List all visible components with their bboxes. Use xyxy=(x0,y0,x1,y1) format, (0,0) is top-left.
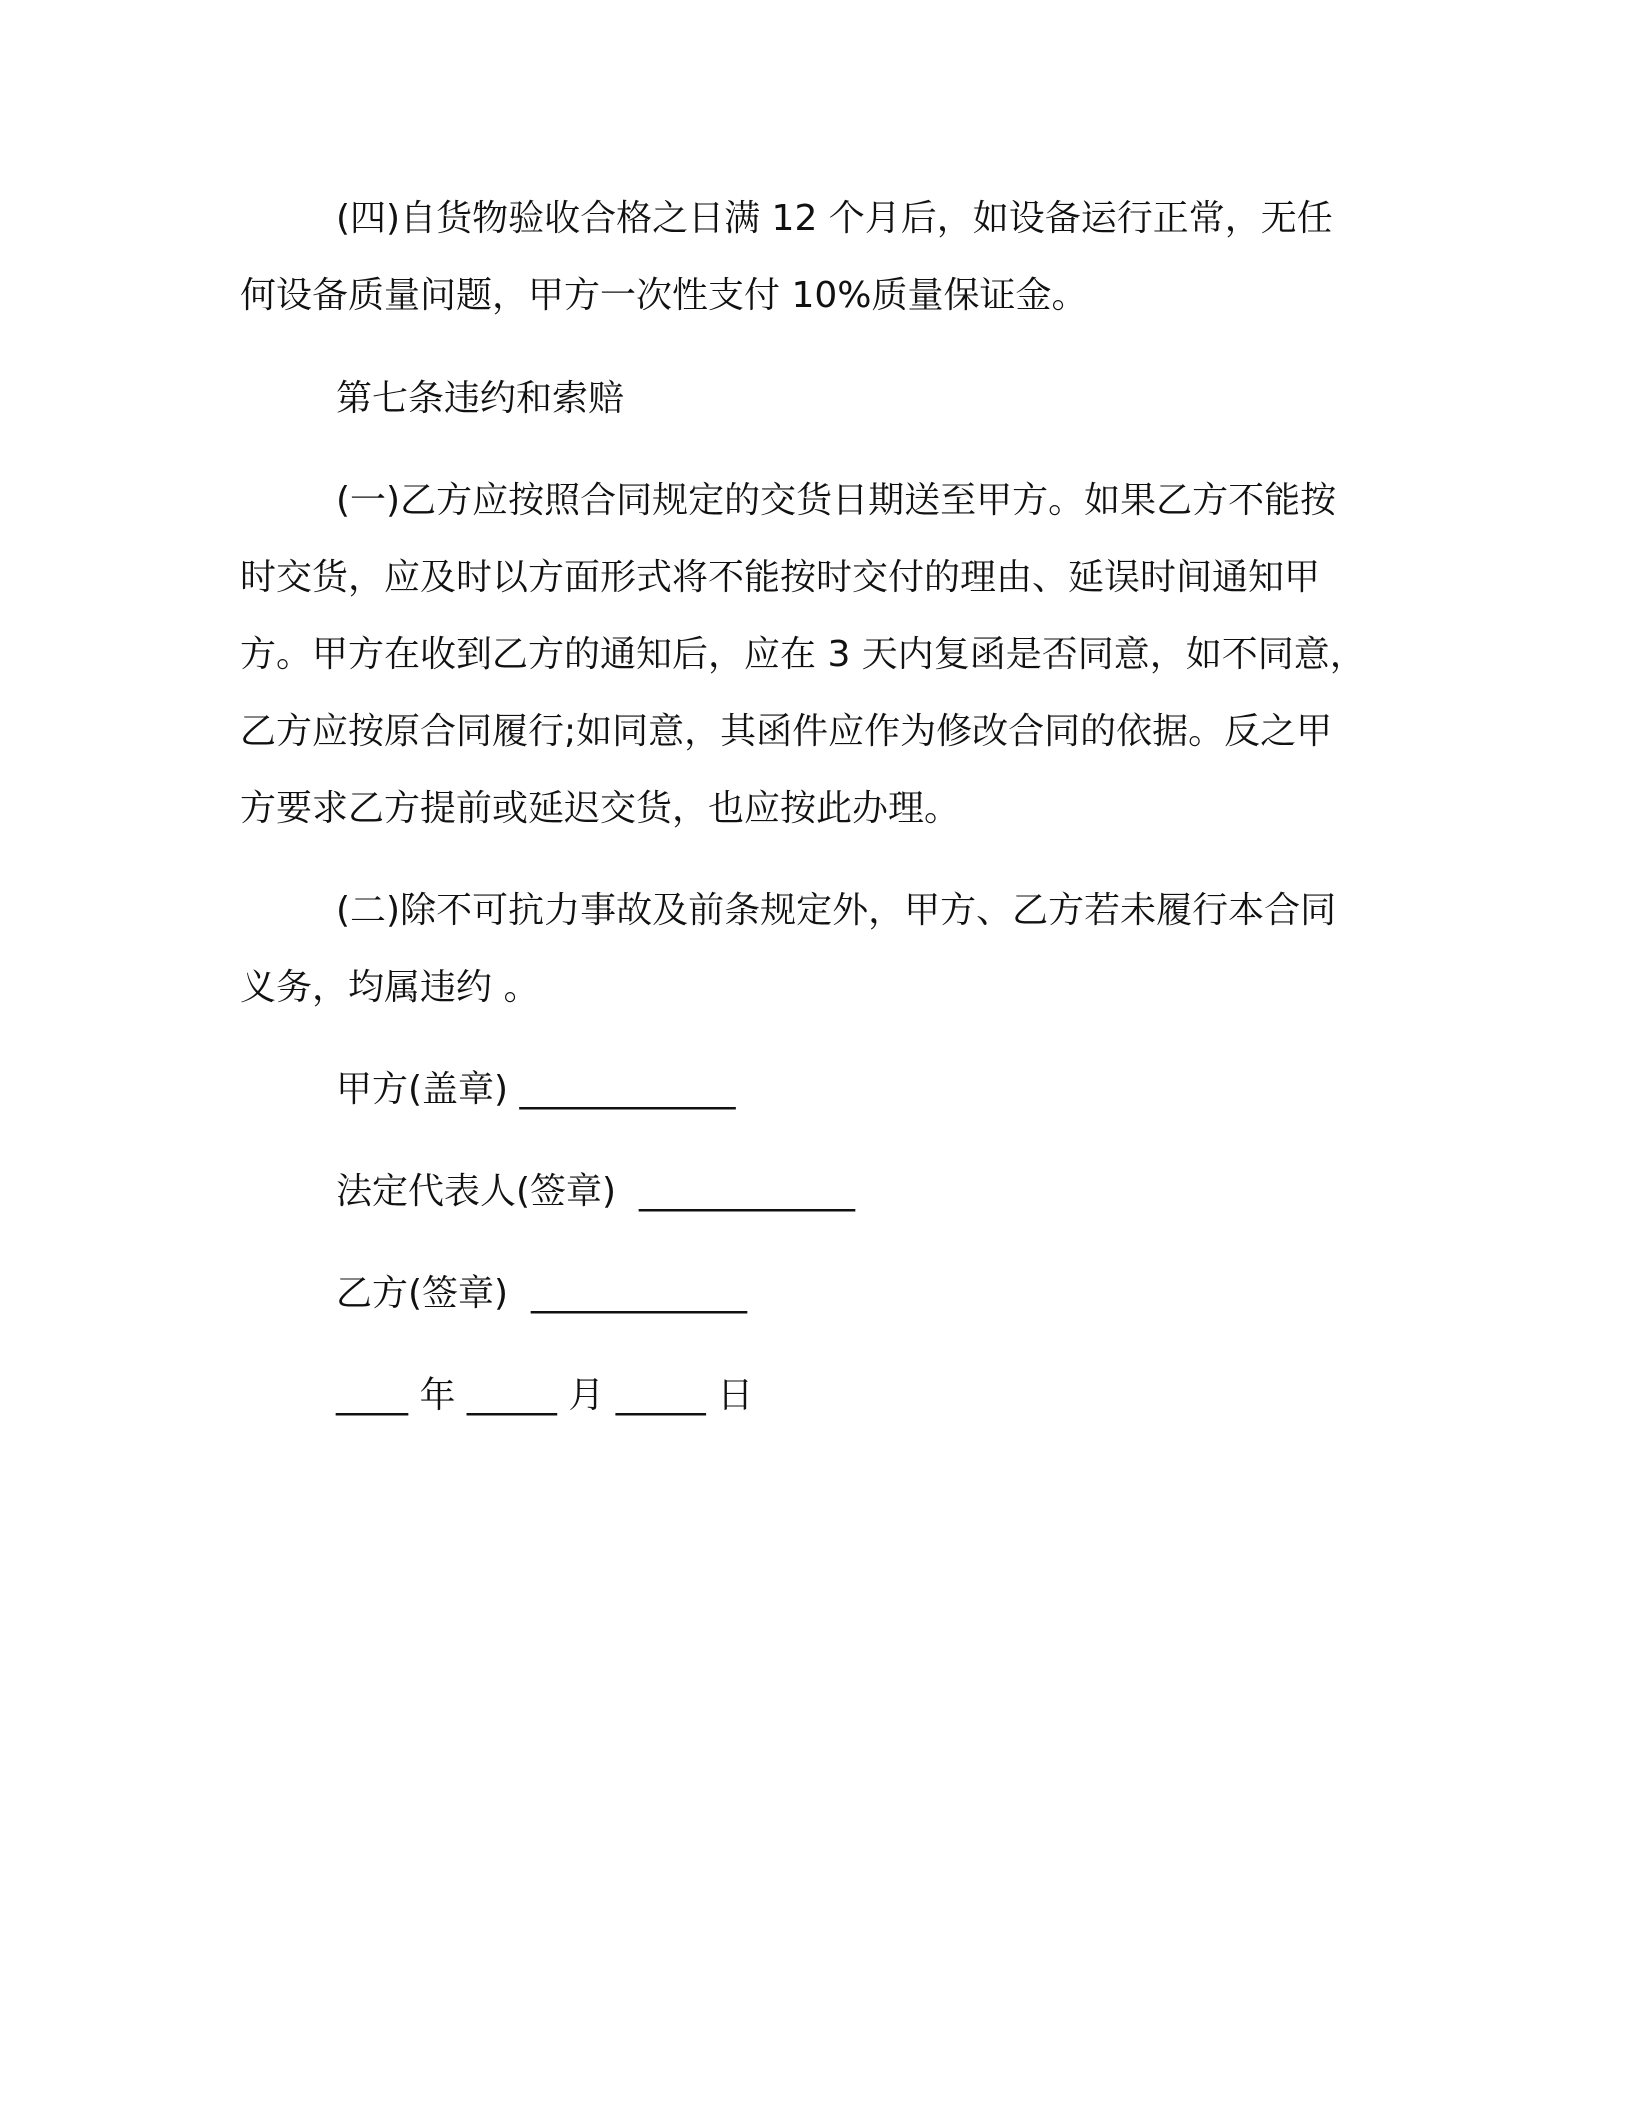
clause-4-paragraph xyxy=(240,180,1370,334)
clause-1-line-3: 方。甲方在收到乙方的通知后，应在 3 天内复函是否同意，如不同意， xyxy=(240,634,1366,675)
article-7-heading-text: 第七条违约和索赔 xyxy=(336,378,625,419)
clause-2-line-2: 义务，均属违约 。 xyxy=(240,967,540,1008)
clause-2-paragraph xyxy=(240,872,1370,1026)
clause-1-paragraph xyxy=(240,462,1370,847)
clause-4-line-1: (四)自货物验收合格之日满 12 个月后，如设备运行正常，无任 xyxy=(336,198,1333,239)
legal-representative-signature-line: 法定代表人(签章) ____________ xyxy=(336,1171,855,1212)
clause-1-line-5: 方要求乙方提前或延迟交货，也应按此办理。 xyxy=(240,788,961,829)
clause-4-line-2: 何设备质量问题，甲方一次性支付 10%质量保证金。 xyxy=(240,275,1088,316)
date-line: ____ 年 _____ 月 _____ 日 xyxy=(336,1375,754,1416)
party-b-signature-line: 乙方(签章) ____________ xyxy=(336,1273,747,1314)
clause-1-line-1: (一)乙方应按照合同规定的交货日期送至甲方。如果乙方不能按 xyxy=(336,480,1337,521)
clause-1-line-4: 乙方应按原合同履行;如同意，其函件应作为修改合同的依据。反之甲 xyxy=(240,711,1333,752)
party-a-signature-line: 甲方(盖章) ____________ xyxy=(336,1069,736,1110)
clause-1-line-2: 时交货，应及时以方面形式将不能按时交付的理由、延误时间通知甲 xyxy=(240,557,1321,598)
article-7-heading xyxy=(240,360,1370,437)
clause-2-line-1: (二)除不可抗力事故及前条规定外，甲方、乙方若未履行本合同 xyxy=(336,890,1337,931)
